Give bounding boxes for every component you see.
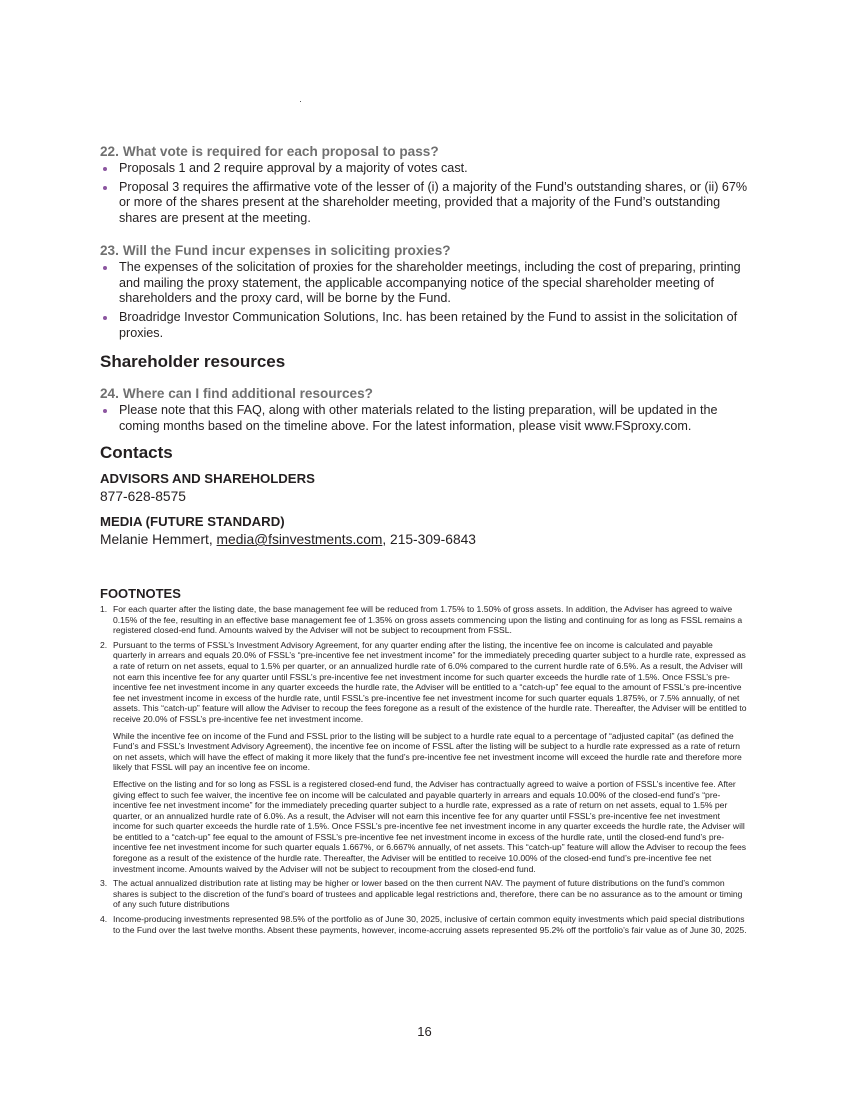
- faq-q22: [100, 143, 748, 230]
- question-heading: 22. What vote is required for each proposal to pass?: [100, 144, 439, 159]
- footnote-item: 3. The actual annualized distribution rate at listing may be higher or lower based on the then current NAV. The payment of future distributions on the fund’s common shares is subject to the discretion of the fund’s board of trustees and applicable legal restrictions and, therefore, there can be no assurance as to the amount or timing of any such future distributions: [100, 878, 748, 910]
- list-item: Proposal 3 requires the affirmative vote of the lesser of (i) a majority of the Fund’s outstanding shares, or (ii) 67% or more of the shares present at the shareholder meeting, provided that a majority of the Fund’s outstanding shares are present at the meeting.: [100, 180, 748, 227]
- footnote-text: Pursuant to the terms of FSSL’s Investment Advisory Agreement, for any quarter ending after the listing, the incentive fee on income is calculated and payable quarterly in arrears and equals 20.0% of FSSL’s “pre-incentive fee net investment income” for the immediately preceding quarter subject to a hurdle rate, expressed as a rate of return on net assets, equal to 1.5% per quarter, or an annualized hurdle rate of 6.0% compared to the current hurdle rate of 6.5%. As a result, the Adviser will not earn this incentive fee for any quarter until FSSL’s pre-incentive fee net investment income for such quarter exceeds the hurdle rate of 1.5%. Once FSSL’s pre-incentive fee net investment income in any quarter exceeds the hurdle rate, the Adviser will be entitled to a “catch-up” fee equal to the amount of FSSL’s pre-incentive fee net investment income in excess of the hurdle rate, until FSSL’s pre-incentive fee net investment income for such quarter equals 1.875%, or 7.5% annually, of net assets. This “catch-up” feature will allow the Adviser to recoup the fees foregone as a result of the existence of the hurdle rate. Thereafter, the Adviser will be entitled to receive 20.0% of FSSL’s pre-incentive fee net investment income.: [113, 639, 747, 724]
- question-heading: 23. Will the Fund incur expenses in soliciting proxies?: [100, 243, 451, 258]
- footnote-text: While the incentive fee on income of the Fund and FSSL prior to the listing will be subject to a hurdle rate equal to a percentage of “adjusted capital” (as defined the Fund’s and FSSL’s Investment Advisory Agreement), the incentive fee on income of FSSL after the listing will be subject to a hurdle rate expressed as a rate of return on net assets, which will have the effect of making it more likely that the fund’s pre-incentive fee net investment income will exceed the hurdle rate and therefore more likely that FSSL will pay an incentive fee on income.: [113, 730, 742, 773]
- media-phone: , 215-309-6843: [382, 532, 476, 547]
- section-heading-contacts: Contacts: [100, 443, 173, 462]
- media-label: MEDIA (FUTURE STANDARD): [100, 514, 285, 529]
- media-email-link[interactable]: media@fsinvestments.com: [216, 532, 383, 547]
- question-heading: 24. Where can I find additional resources?: [100, 386, 373, 401]
- faq-q24: [100, 385, 748, 437]
- footnote-text: Income-producing investments represented 98.5% of the portfolio as of June 30, 2025, inclusive of certain common equity investments which paid special distributions to the Fund over the last twelve months. Absent these payments, however, income-accruing assets represented 95.2% off the portfolio’s fair value as of June 30, 2025.: [113, 914, 747, 935]
- page-number: 16: [417, 1024, 432, 1039]
- list-item: The expenses of the solicitation of proxies for the shareholder meetings, including the cost of preparing, printing and mailing the proxy statement, the applicable accompanying notice of the special shareholder meeting of shareholders and the proxy card, will be borne by the Fund.: [100, 260, 748, 307]
- list-item: Please note that this FAQ, along with other materials related to the listing preparation, will be updated in the coming months based on the timeline above. For the latest information, please visit www.FSproxy.com.: [100, 403, 748, 434]
- footnotes-heading: FOOTNOTES: [100, 586, 181, 601]
- list-item: Proposals 1 and 2 require approval by a majority of votes cast.: [100, 161, 748, 177]
- media-name: Melanie Hemmert,: [100, 532, 217, 547]
- footnote-item: 1. For each quarter after the listing date, the base management fee will be reduced from 1.75% to 1.50% of gross assets. In addition, the Adviser has agreed to waive 0.15% of the fee, resulting in an effective base management fee of 1.35% on gross assets commencing upon the listing and continuing for as long as FSSL remains a registered closed-end fund. Amounts waived by the Adviser will not be subject to recoupment from FSSL.: [100, 604, 748, 636]
- stray-mark: [300, 101, 301, 102]
- advisors-phone: 877-628-8575: [100, 489, 186, 504]
- advisors-label: ADVISORS AND SHAREHOLDERS: [100, 471, 315, 486]
- footnote-text: Effective on the listing and for so long as FSSL is a registered closed-end fund, the Adviser has contractually agreed to waive a portion of FSSL’s incentive fee. After giving effect to such fee waiver, the incentive fee on income will be calculated and payable quarterly in arrears and equals 10.00% of the closed-end fund’s “pre-incentive fee net investment income” for the immediately preceding quarter subject to a hurdle rate, expressed as a rate of return on net assets, equal to 1.5% per quarter, or an annualized hurdle rate of 6.0%. As a result, the Adviser will not earn this incentive fee for any quarter until FSSL’s pre-incentive fee net investment income for such quarter exceeds the hurdle rate of 1.5%. Once FSSL’s pre-incentive fee net investment income in any quarter exceeds the hurdle rate, the Adviser will be entitled to a “catch-up” fee equal to the amount of FSSL’s pre-incentive fee net investment income in excess of the hurdle rate, until the closed-end fund’s pre-incentive fee net investment income for such quarter equals 1.667%, or 6.667% annually, of net assets. This “catch-up” feature will allow the Adviser to recoup the fees foregone as a result of the existence of the hurdle rate. Thereafter, the Adviser will be entitled to receive 10.00% of the closed-end fund’s pre-incentive fee net investment income. Amounts waived by the Adviser will not be subject to recoupment from the closed-end fund.: [113, 778, 747, 874]
- footnote-item: 2. Pursuant to the terms of FSSL’s Investment Advisory Agreement, for any quarter ending after the listing, the incentive fee on income is calculated and payable quarterly in arrears and equals 20.0% of FSSL’s “pre-incentive fee net investment income” for the immediately preceding quarter subject to a hurdle rate, expressed as a rate of return on net assets, equal to 1.5% per quarter, or an annualized hurdle rate of 6.0% compared to the current hurdle rate of 6.5%. As a result, the Adviser will not earn this incentive fee for any quarter until FSSL’s pre-incentive fee net investment income for such quarter exceeds the hurdle rate of 1.5%. Once FSSL’s pre-incentive fee net investment income in any quarter exceeds the hurdle rate, the Adviser will be entitled to a “catch-up” fee equal to the amount of FSSL’s pre-incentive fee net investment income in excess of the hurdle rate, until FSSL’s pre-incentive fee net investment income for such quarter equals 1.875%, or 7.5% annually, of net assets. This “catch-up” feature will allow the Adviser to recoup the fees foregone as a result of the existence of the hurdle rate. Thereafter, the Adviser will be entitled to receive 20.0% of FSSL’s pre-incentive fee net investment income. While the incentive fee on income of the Fund and FSSL prior to the listing will be subject to a hurdle rate equal to a percentage of “adjusted capital” (as defined the Fund’s and FSSL’s Investment Advisory Agreement), the incentive fee on income of FSSL after the listing will be subject to a hurdle rate expressed as a rate of return on net assets, which will have the effect of making it more likely that the fund’s pre-incentive fee net investment income will exceed the hurdle rate and therefore more likely that FSSL will pay an incentive fee on income. Effective on the listing and for so long as FSSL is a registered closed-end fund, the Adviser has contractually agreed to waive a portion of FSSL’s incentive fee. After giving effect to such fee waiver, the incentive fee on income will be calculated and payable quarterly in arrears and equals 10.00% of the closed-end fund’s “pre-incentive fee net investment income” for the immediately preceding quarter subject to a hurdle rate, expressed as a rate of return on net assets, equal to 1.5% per quarter, or an annualized hurdle rate of 6.0%. As a result, the Adviser will not earn this incentive fee for any quarter until FSSL’s pre-incentive fee net investment income for such quarter exceeds the hurdle rate of 1.5%. Once FSSL’s pre-incentive fee net investment income in any quarter exceeds the hurdle rate, the Adviser will be entitled to a “catch-up” fee equal to the amount of FSSL’s pre-incentive fee net investment income in excess of the hurdle rate, until the closed-end fund’s pre-incentive fee net investment income for such quarter equals 1.667%, or 6.667% annually, of net assets. This “catch-up” feature will allow the Adviser to recoup the fees foregone as a result of the existence of the hurdle rate. Thereafter, the Adviser will be entitled to receive 10.00% of the closed-end fund’s pre-incentive fee net investment income. Amounts waived by the Adviser will not be subject to recoupment from the closed-end fund.: [100, 639, 747, 874]
- footnotes-list: [100, 604, 748, 939]
- section-heading-resources: Shareholder resources: [100, 352, 286, 371]
- list-item: Broadridge Investor Communication Solutions, Inc. has been retained by the Fund to assist in the solicitation of proxies.: [100, 310, 748, 341]
- footnote-text: For each quarter after the listing date, the base management fee will be reduced from 1.75% to 1.50% of gross assets. In addition, the Adviser has agreed to waive 0.15% of the fee, resulting in an effective base management fee of 1.35% on gross assets commencing upon the listing and continuing for as long as FSSL remains a registered closed-end fund. Amounts waived by the Adviser will not be subject to recoupment from FSSL.: [113, 604, 743, 636]
- footnote-text: The actual annualized distribution rate at listing may be higher or lower based on the then current NAV. The payment of future distributions on the fund’s common shares is subject to the discretion of the fund’s board of trustees and applicable legal restrictions and, therefore, there can be no assurance as to the amount or timing of any such future distributions: [113, 878, 743, 910]
- media-contact: [100, 531, 476, 548]
- faq-q23: [100, 242, 748, 345]
- footnote-item: 4. Income-producing investments represented 98.5% of the portfolio as of June 30, 2025, inclusive of certain common equity investments which paid special distributions to the Fund over the last twelve months. Absent these payments, however, income-accruing assets represented 95.2% off the portfolio’s fair value as of June 30, 2025.: [100, 914, 747, 935]
